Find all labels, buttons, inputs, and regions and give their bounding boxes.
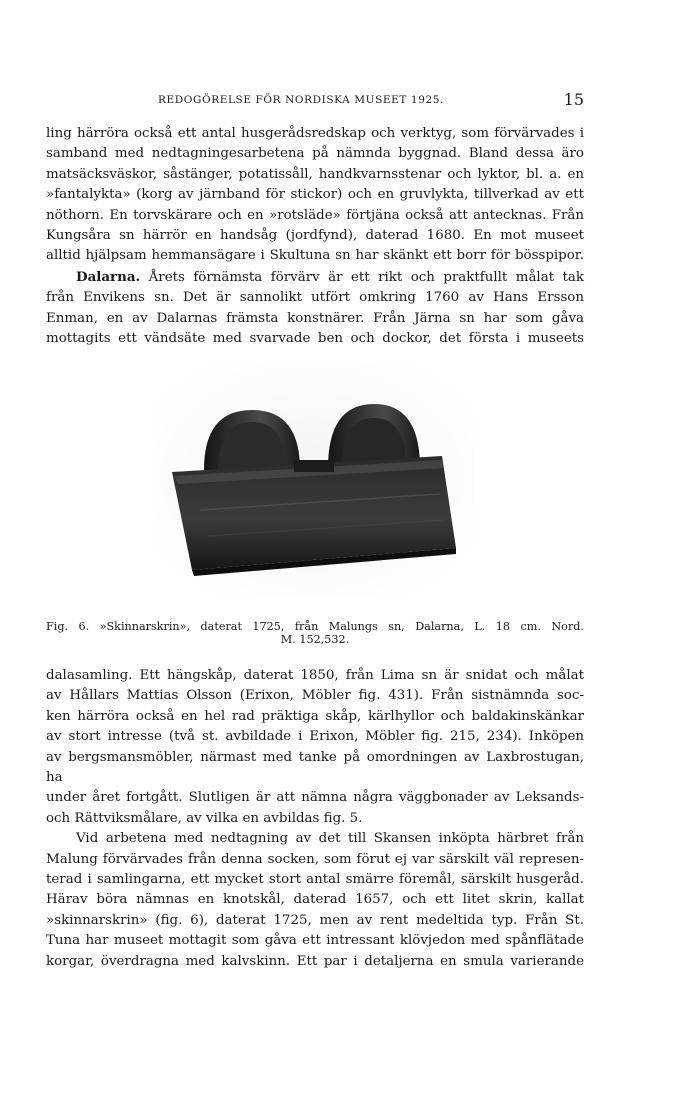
chest-illustration (152, 360, 474, 596)
body-text-bottom (46, 666, 584, 972)
caption-line: Fig. 6. »Skinnarskrin», daterat 1725, från Malungs sn, Dalarna, L. 18 cm. Nord. (46, 620, 584, 633)
text-line: alltid hjälpsam hemmansägare i Skultuna sn har skänkt ett borr för bösspipor. (46, 248, 584, 264)
text-line (46, 267, 584, 288)
text-line: terad i samlingarna, ett mycket stort antal smärre föremål, särskilt husgeråd. (46, 872, 584, 888)
text-line: Härav böra nämnas en knotskål, daterad 1657, och ett litet skrin, kallat (46, 892, 584, 908)
text-line: Tuna har museet mottagit som gåva ett intressant klövjedon med spånflätade (46, 933, 584, 949)
text-line: nöthorn. En torvskärare och en »rotsläde» förtjäna också att antecknas. Från (46, 207, 584, 223)
running-head: REDOGÖRELSE FÖR NORDISKA MUSEET 1925. (158, 94, 444, 106)
text-line: och Rättviksmålare, av vilka en avbildas fig. 5. (46, 810, 363, 826)
text-line: »fantalykta» (korg av järnband för stickor) och en gruvlykta, tillverkad av ett (46, 187, 584, 203)
figure-skinnarskrin-photo (152, 360, 474, 596)
page-header (46, 92, 586, 110)
body-text-top (46, 124, 584, 349)
text-line: under året fortgått. Slutligen är att nämna några väggbonader av Leksands- (46, 790, 584, 806)
text-line: Kungsåra sn härrör en handsåg (jordfynd), daterad 1680. En mot museet (46, 228, 584, 244)
text-line: Malung förvärvades från denna socken, som förut ej var särskilt väl represen- (46, 851, 584, 867)
figure-caption (46, 620, 584, 646)
text-line: korgar, överdragna med kalvskinn. Ett par i detaljerna en smula varierande (46, 953, 584, 969)
text-line: av stort intresse (två st. avbildade i Erixon, Möbler fig. 215, 234). Inköpen (46, 729, 584, 745)
text-line: ling härröra också ett antal husgerådsredskap och verktyg, som förvärvades i (46, 126, 584, 141)
text-line: av Hållars Mattias Olsson (Erixon, Möbler fig. 431). Från sistnämnda soc- (46, 688, 584, 704)
text-line: matsäcksväskor, såstänger, potatissåll, handkvarnsstenar och lyktor, bl. a. en (46, 166, 584, 182)
text-run: Årets förnämsta förvärv är ett rikt och praktfullt målat tak (140, 269, 584, 285)
text-line: Enman, en av Dalarnas främsta konstnärer. Från Järna sn har som gåva (46, 310, 584, 326)
section-heading-dalarna: Dalarna. (76, 268, 141, 285)
text-line: dalasamling. Ett hängskåp, daterat 1850, från Lima sn är snidat och målat (46, 668, 584, 683)
text-line: från Envikens sn. Det är sannolikt utfört omkring 1760 av Hans Ersson (46, 290, 584, 306)
page-number: 15 (563, 90, 584, 109)
text-line: samband med nedtagningesarbetena på nämnda byggnad. Bland dessa äro (46, 146, 584, 162)
text-line: »skinnarskrin» (fig. 6), daterat 1725, men av rent medeltida typ. Från St. (46, 912, 584, 928)
text-line: Vid arbetena med nedtagning av det till Skansen inköpta härbret från (76, 831, 584, 847)
text-line: ken härröra också en hel rad präktiga skåp, kärlhyllor och baldakinskänkar (46, 708, 584, 724)
text-line: av bergsmansmöbler, närmast med tanke på omordningen av Laxbrostugan, ha (46, 749, 584, 786)
text-line: mottagits ett vändsäte med svarvade ben och dockor, det första i museets (46, 331, 584, 347)
caption-line: M. 152,532. (280, 633, 350, 646)
